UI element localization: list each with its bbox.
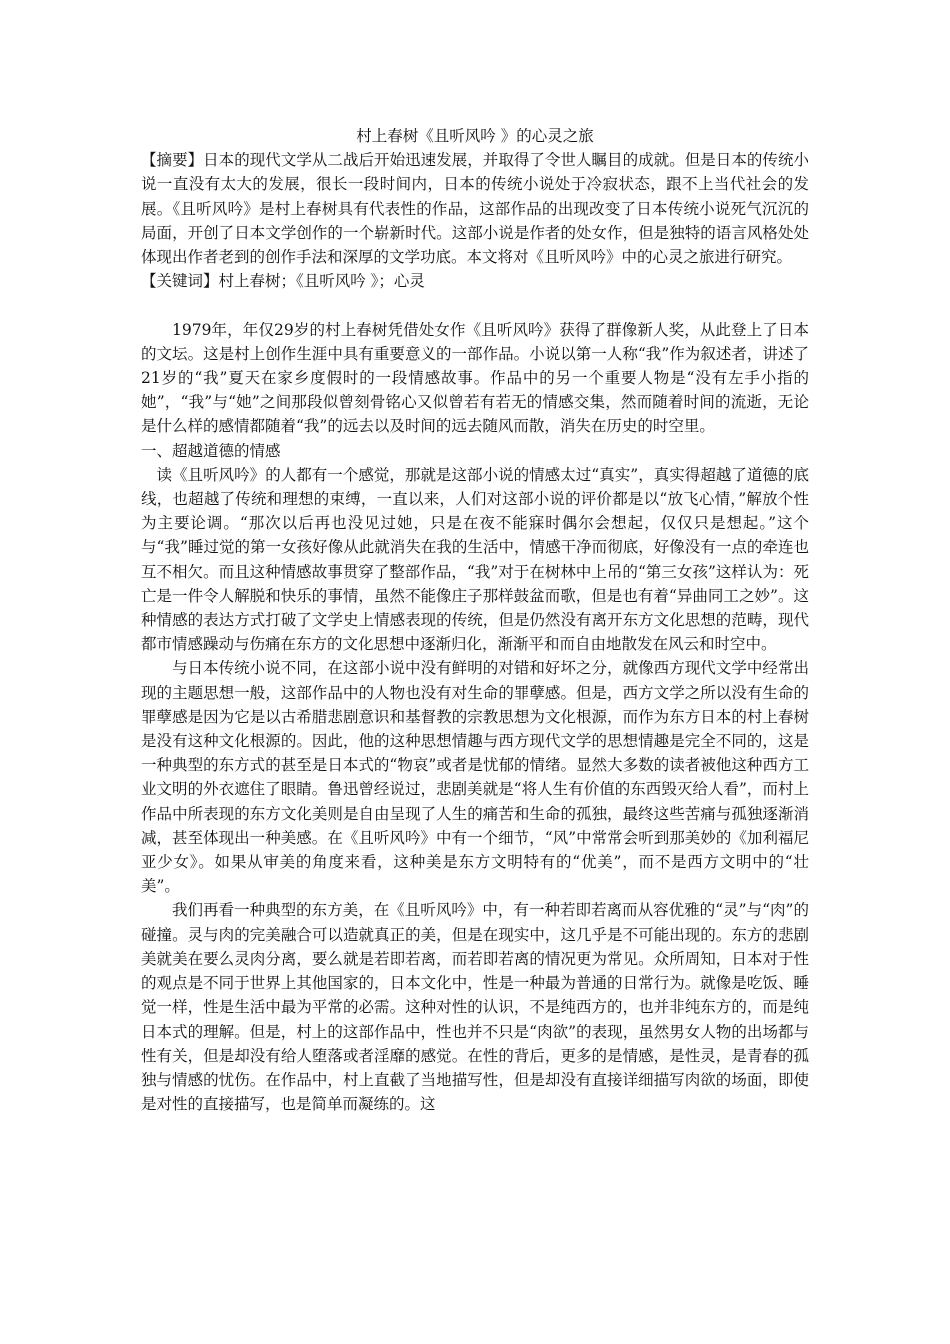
blank-line (141, 293, 809, 317)
document-title: 村上春树《且听风吟 》的心灵之旅 (356, 127, 594, 145)
body-paragraph: 读《且听风吟》的人都有一个感觉，那就是这部小说的情感太过“真实”，真实得超越了道德的底线，也超越了传统和理想的束缚，一直以来，人们对这部小说的评价都是以“放飞心情，”解放个性为主要论调。“那次以后再也没见过她，只是在夜不能寐时偶尔会想起，仅仅只是想起。”这个与“我”睡过觉的第一女孩好像从此就消失在我的生活中，情感干净而彻底，好像没有一点的牵连也互不相欠。而且这种情感故事贯穿了整部作品，“我”对于在树林中上吊的“第三女孩”这样认为：死亡是一件令人解脱和快乐的事情，虽然不能像庄子那样鼓盆而歌，但是也有着“异曲同工之妙”。这种情感的表达方式打破了文学史上情感表现的传统，但是仍然没有离开东方文化思想的范畴，现代都市情感躁动与伤痛在东方的文化思想中逐渐归化，渐渐平和而自由地散发在风云和时空中。 (141, 465, 809, 654)
body-paragraph: 我们再看一种典型的东方美，在《且听风吟》中，有一种若即若离而从容优雅的“灵”与“肉”的碰撞。灵与肉的完美融合可以造就真正的美，但是在现实中，这几乎是不可能出现的。东方的悲剧美就美在要么灵肉分离，要么就是若即若离，而若即若离的情况更为常见。众所周知，日本对于性的观点是不同于世界上其他国家的，日本文化中，性是一种最为普通的日常行为。就像是吃饭、睡觉一样，性是生活中最为平常的必需。这种对性的认识，不是纯西方的，也并非纯东方的，而是纯日本式的理解。但是，村上的这部作品中，性也并不只是“肉欲”的表现，虽然男女人物的出场都与性有关，但是却没有给人堕落或者淫靡的感觉。在性的背后，更多的是情感，是性灵，是青春的孤独与情感的忧伤。在作品中，村上直截了当地描写性，但是却没有直接详细描写肉欲的场面，即使是对性的直接描写，也是简单而凝练的。这 (141, 901, 809, 1114)
abstract-paragraph: 【摘要】日本的现代文学从二战后开始迅速发展，并取得了令世人瞩目的成就。但是日本的传统小说一直没有太大的发展，很长一段时间内，日本的传统小说处于冷寂状态，跟不上当代社会的发展。《且听风吟》是村上春树具有代表性的作品，这部作品的出现改变了日本传统小说死气沉沉的局面，开创了日本文学创作的一个崭新时代。这部小说是作者的处女作，但是独特的语言风格处处体现出作者老到的创作手法和深厚的文学功底。本文将对《且听风吟》中的心灵之旅进行研究。 (141, 151, 809, 267)
body-paragraph: 与日本传统小说不同，在这部小说中没有鲜明的对错和好坏之分，就像西方现代文学中经常出现的主题思想一般，这部作品中的人物也没有对生命的罪孽感。但是，西方文学之所以没有生命的罪孽感是因为它是以古希腊悲剧意识和基督教的宗教思想为文化根源，而作为东方日本的村上春树是没有这种文化根源的。因此，他的这种思想情趣与西方现代文学的思想情趣是完全不同的，这是一种典型的东方式的甚至是日本式的“物哀”或者是忧郁的情绪。显然大多数的读者被他这种西方工业文明的外衣遮住了眼睛。鲁迅曾经说过，悲剧美就是“将人生有价值的东西毁灭给人看”，而村上作品中所表现的东方文化美则是自由呈现了人生的痛苦和生命的孤独，最终这些苦痛与孤独逐渐消减，甚至体现出一种美感。在《且听风吟》中有一个细节，“风”中常常会听到那美妙的《加利福尼亚少女》。如果从审美的角度来看，这种美是东方文明特有的“优美”，而不是西方文明中的“壮美”。 (141, 659, 809, 896)
keywords-line: 【关键词】村上春树；《且听风吟 》；心灵 (141, 272, 425, 291)
document-body (141, 124, 809, 1116)
section-heading: 一、超越道德的情感 (141, 441, 281, 460)
intro-paragraph: 1979年，年仅29岁的村上春树凭借处女作《且听风吟》获得了群像新人奖，从此登上了日本的文坛。这是村上创作生涯中具有重要意义的一部作品。小说以第一人称“我”作为叙述者，讲述了21岁的“我”夏天在家乡度假时的一段情感故事。作品中的另一个重要人物是“没有左手小指的她”，“我”与“她”之间那段似曾刻骨铭心又似曾若有若无的情感交集，然而随着时间的流逝，无论是什么样的感情都随着“我”的远去以及时间的远去随风而散，消失在历史的时空里。 (141, 320, 809, 436)
